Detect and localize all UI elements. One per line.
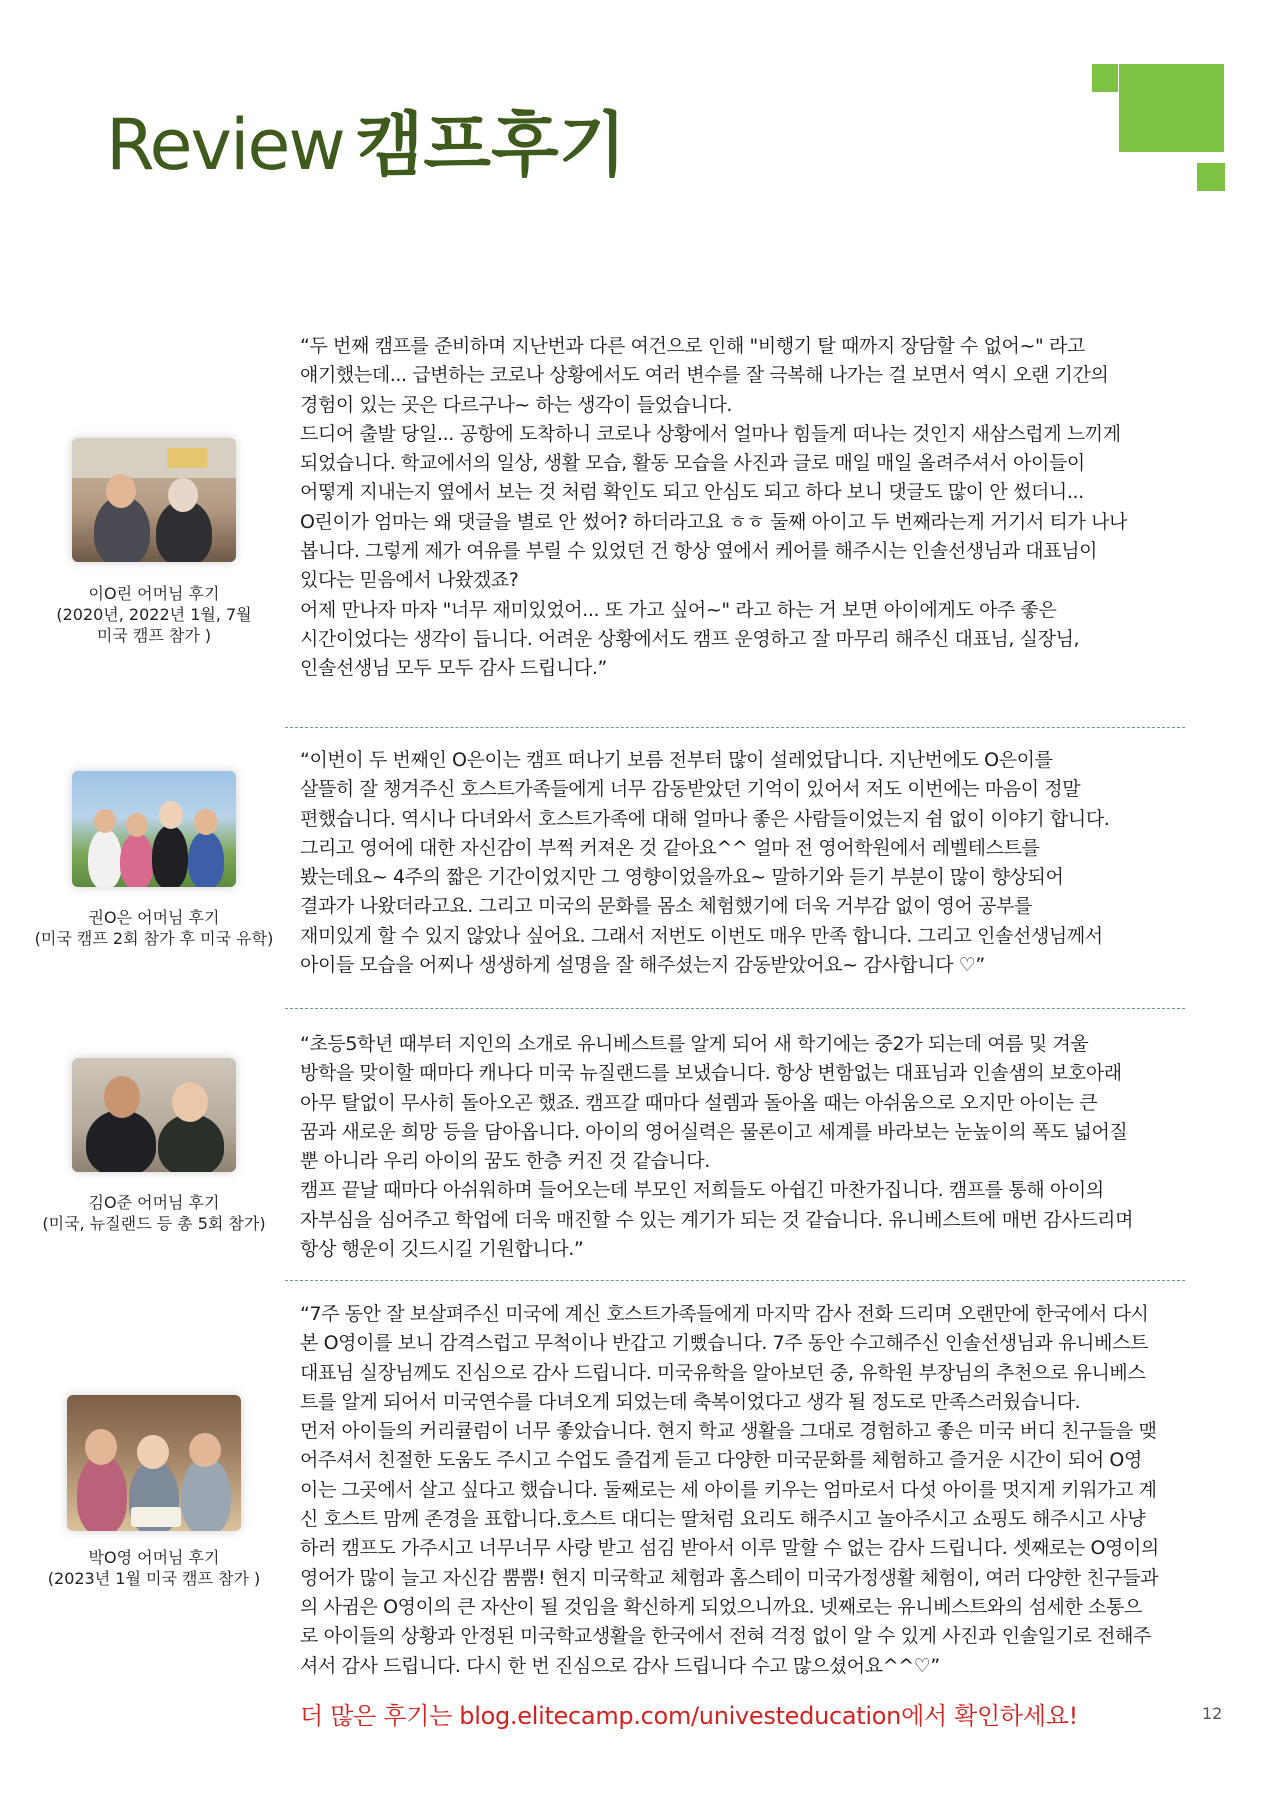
review-3-name: 김O준 어머님 후기 xyxy=(88,1193,220,1212)
review-1-name: 이O린 어머님 후기 xyxy=(88,584,220,603)
review-2-photo xyxy=(72,771,236,887)
review-2-text: “이번이 두 번째인 O은이는 캠프 떠나기 보름 전부터 많이 설레었답니다. 지난번에도 O은이를 살뜰히 잘 챙겨주신 호스트가족들에게 너무 감동받았던 기억이 있어서 저도 이번에는 마음이 정말 편했습니다. 역시나 다녀와서 호스트가족에 대해 얼마나 좋은 사람들이었는지 쉼 없이 이야기 합니다. 그리고 영어에 대한 자신감이 부쩍 커져온 것 같아요^^ 얼마 전 영어학원에서 레벨테스트를 봤는데요~ 4주의 짧은 기간이었지만 그 영향이었을까요~ 말하기와 듣기 부분이 많이 향상되어 결과가 나왔더라고요. 그리고 미국의 문화를 몸소 체험했기에 더욱 거부감 없이 영어 공부를 재미있게 할 수 있지 않았나 싶어요. 그래서 저번도 이번도 매우 만족 합니다. 그리고 인솔선생님께서 아이들 모습을 어찌나 생생하게 설명을 잘 해주셨는지 감동받았어요~ 감사합니다 ♡” xyxy=(300,749,1110,977)
review-3-detail: (미국, 뉴질랜드 등 총 5회 참가) xyxy=(42,1214,266,1233)
review-1-photo xyxy=(72,438,236,562)
divider-1 xyxy=(285,727,1185,728)
review-3-sidebar xyxy=(34,1058,274,1234)
review-1-detail: (2020년, 2022년 1월, 7월 미국 캠프 참가 ) xyxy=(56,605,252,645)
review-4-sidebar xyxy=(34,1395,274,1589)
review-4-text: “7주 동안 잘 보살펴주신 미국에 계신 호스트가족들에게 마지막 감사 전화 드리며 오랜만에 한국에서 다시 본 O영이를 보니 감격스럽고 무척이나 반갑고 기뻤습니다. 7주 동안 수고해주신 인솔선생님과 유니베스트 대표님 실장님께도 진심으로 감사 드립니다. 미국유학을 알아보던 중, 유학원 부장님의 추천으로 유니베스 트를 알게 되어서 미국연수를 다녀오게 되었는데 축복이었다고 생각 될 정도로 만족스러웠습니다. 먼저 아이들의 커리큘럼이 너무 좋았습니다. 현지 학교 생활을 그대로 경험하고 좋은 미국 버디 친구들을 맺 어주셔서 친절한 도움도 주시고 수업도 즐겁게 듣고 다양한 미국문화를 체험하고 즐거운 시간이 되어 O영 이는 그곳에서 살고 싶다고 했습니다. 둘째로는 세 아이를 키우는 엄마로서 다섯 아이를 멋지게 키워가고 계 신 호스트 맘께 존경을 표합니다.호스트 대디는 딸처럼 요리도 해주시고 놀아주시고 쇼핑도 해주시고 사냥 하러 캠프도 가주시고 너무너무 사랑 받고 섬김 받아서 이루 말할 수 없는 감사 드립니다. 셋째로는 O영이의 영어가 많이 늘고 자신감 뿜뿜! 현지 미국학교 체험과 홈스테이 미국가정생활 체험이, 여러 다양한 친구들과 의 사귐은 O영이의 큰 자산이 될 것임을 확신하게 되었으니까요. 넷째로는 유니베스트와의 섬세한 소통으 로 아이들의 상황과 안정된 미국학교생활을 한국에서 전혀 걱정 없이 알 수 있게 사진과 인솔일기로 전해주 셔서 감사 드립니다. 다시 한 번 진심으로 감사 드립니다 수고 많으셨어요^^♡” xyxy=(300,1303,1159,1677)
decorative-square-large xyxy=(1119,64,1224,152)
page-number: 12 xyxy=(1202,1704,1223,1723)
divider-3 xyxy=(285,1280,1185,1281)
review-1-text: “두 번째 캠프를 준비하며 지난번과 다른 여건으로 인해 "비행기 탈 때까지 장담할 수 없어~" 라고 얘기했는데... 급변하는 코로나 상황에서도 여러 변수를 잘 극복해 나가는 걸 보면서 역시 오랜 기간의 경험이 있는 곳은 다르구나~ 하는 생각이 들었습니다. 드디어 출발 당일... 공항에 도착하니 코로나 상황에서 얼마나 힘들게 떠나는 것인지 새삼스럽게 느끼게 되었습니다. 학교에서의 일상, 생활 모습, 활동 모습을 사진과 글로 매일 매일 올려주셔서 아이들이 어떻게 지내는지 옆에서 보는 것 처럼 확인도 되고 안심도 되고 하다 보니 댓글도 많이 안 썼더니... O린이가 엄마는 왜 댓글을 별로 안 썼어? 하더라고요 ㅎㅎ 둘째 아이고 두 번째라는게 거기서 티가 나나 봅니다. 그렇게 제가 여유를 부릴 수 있었던 건 항상 옆에서 케어를 해주시는 인솔선생님과 대표님이 있다는 믿음에서 나왔겠죠? 어제 만나자 마자 "너무 재미있었어... 또 가고 싶어~" 라고 하는 거 보면 아이에게도 아주 좋은 시간이었다는 생각이 듭니다. 어려운 상황에서도 캠프 운영하고 잘 마무리 해주신 대표님, 실장님, 인솔선생님 모두 모두 감사 드립니다.” xyxy=(300,335,1127,680)
review-4-detail: (2023년 1월 미국 캠프 참가 ) xyxy=(47,1569,261,1588)
review-2-caption xyxy=(34,907,274,949)
review-2-sidebar xyxy=(34,771,274,949)
review-1-caption xyxy=(34,583,274,646)
review-4-caption xyxy=(34,1547,274,1589)
review-4-name: 박O영 어머님 후기 xyxy=(88,1548,220,1567)
title-english: Review xyxy=(106,104,344,186)
divider-2 xyxy=(285,1008,1185,1009)
blog-link[interactable]: 더 많은 후기는 blog.elitecamp.com/univesteducation에서 확인하세요! xyxy=(300,1702,1078,1730)
review-2-detail: (미국 캠프 2회 참가 후 미국 유학) xyxy=(34,929,274,948)
review-3-text: “초등5학년 때부터 지인의 소개로 유니베스트를 알게 되어 새 학기에는 중2가 되는데 여름 및 겨울 방학을 맞이할 때마다 캐나다 미국 뉴질랜드를 보냈습니다. 항상 변함없는 대표님과 인솔샘의 보호아래 아무 탈없이 무사히 돌아오곤 했죠. 캠프갈 때마다 설렘과 돌아올 때는 아쉬움으로 오지만 아이는 큰 꿈과 새로운 희망 등을 담아옵니다. 아이의 영어실력은 물론이고 세계를 바라보는 눈높이의 폭도 넓어질 뿐 아니라 우리 아이의 꿈도 한층 커진 것 같습니다. 캠프 끝날 때마다 아쉬워하며 들어오는데 부모인 저희들도 아쉽긴 마찬가집니다. 캠프를 통해 아이의 자부심을 심어주고 학업에 더욱 매진할 수 있는 계기가 되는 것 같습니다. 유니베스트에 매번 감사드리며 항상 행운이 깃드시길 기원합니다.” xyxy=(300,1033,1134,1261)
review-1-sidebar xyxy=(34,438,274,646)
review-2-name: 권O은 어머님 후기 xyxy=(88,908,220,927)
review-3-photo xyxy=(72,1058,236,1172)
review-4-photo xyxy=(67,1395,241,1531)
title-korean: 캠프후기 xyxy=(355,104,627,186)
decorative-square-small-bottom xyxy=(1197,163,1225,191)
decorative-square-small-top xyxy=(1092,64,1118,92)
review-3-caption xyxy=(34,1192,274,1234)
page-title xyxy=(106,104,627,186)
